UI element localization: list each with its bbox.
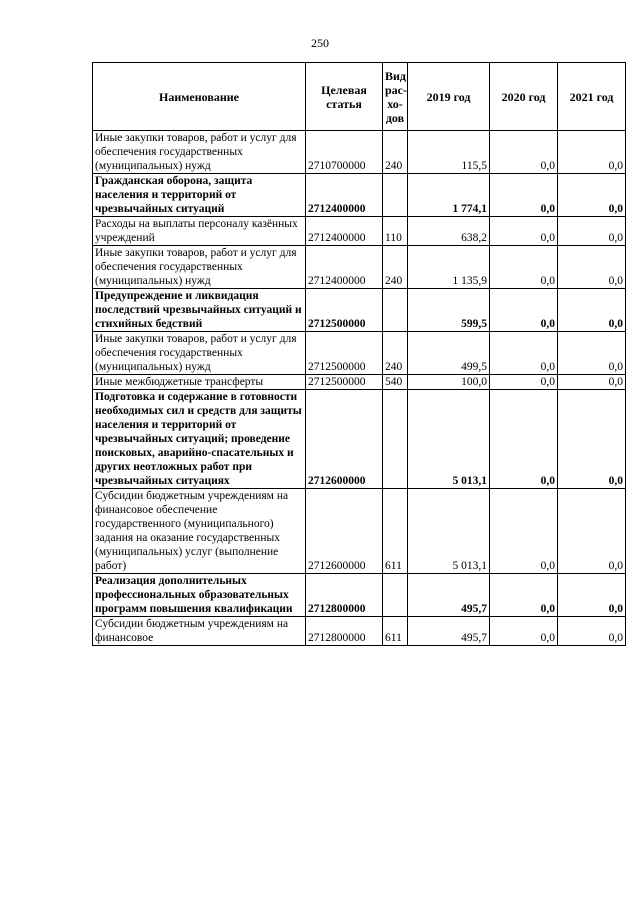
header-2021: 2021 год bbox=[558, 63, 626, 131]
row-value-2021: 0,0 bbox=[558, 574, 626, 617]
row-expense-kind: 240 bbox=[383, 332, 408, 375]
row-value-2020: 0,0 bbox=[490, 131, 558, 174]
row-value-2021: 0,0 bbox=[558, 174, 626, 217]
row-name: Субсидии бюджетным учреждениям на финансовое обеспечение государственного (муниципального) задания на оказание государственных (муниципальных) услуг (выполнение работ) bbox=[93, 489, 306, 574]
budget-table bbox=[92, 62, 626, 646]
row-name: Предупреждение и ликвидация последствий чрезвычайных ситуаций и стихийных бедствий bbox=[93, 289, 306, 332]
row-value-2021: 0,0 bbox=[558, 375, 626, 390]
header-target: Целевая статья bbox=[306, 63, 383, 131]
row-target-code: 2712400000 bbox=[306, 246, 383, 289]
row-value-2020: 0,0 bbox=[490, 332, 558, 375]
row-value-2020: 0,0 bbox=[490, 217, 558, 246]
header-kind: Вид рас-хо-дов bbox=[383, 63, 408, 131]
row-expense-kind: 540 bbox=[383, 375, 408, 390]
table-row bbox=[93, 174, 626, 217]
row-name: Гражданская оборона, защита населения и территорий от чрезвычайных ситуаций bbox=[93, 174, 306, 217]
row-name: Расходы на выплаты персоналу казённых учреждений bbox=[93, 217, 306, 246]
row-value-2020: 0,0 bbox=[490, 617, 558, 646]
row-target-code: 2712400000 bbox=[306, 217, 383, 246]
row-name: Иные межбюджетные трансферты bbox=[93, 375, 306, 390]
row-expense-kind bbox=[383, 289, 408, 332]
row-target-code: 2712500000 bbox=[306, 289, 383, 332]
header-name: Наименование bbox=[93, 63, 306, 131]
row-value-2020: 0,0 bbox=[490, 375, 558, 390]
page-number: 250 bbox=[311, 36, 329, 50]
row-name: Иные закупки товаров, работ и услуг для обеспечения государственных (муниципальных) нужд bbox=[93, 131, 306, 174]
table-row bbox=[93, 375, 626, 390]
row-target-code: 2712800000 bbox=[306, 574, 383, 617]
row-name: Реализация дополнительных профессиональных образовательных программ повышения квалификации bbox=[93, 574, 306, 617]
header-2020: 2020 год bbox=[490, 63, 558, 131]
row-value-2021: 0,0 bbox=[558, 131, 626, 174]
row-value-2021: 0,0 bbox=[558, 617, 626, 646]
row-target-code: 2712800000 bbox=[306, 617, 383, 646]
row-value-2019: 599,5 bbox=[408, 289, 490, 332]
table-row bbox=[93, 217, 626, 246]
row-value-2021: 0,0 bbox=[558, 289, 626, 332]
row-value-2020: 0,0 bbox=[490, 390, 558, 489]
table-row bbox=[93, 131, 626, 174]
row-target-code: 2710700000 bbox=[306, 131, 383, 174]
row-target-code: 2712400000 bbox=[306, 174, 383, 217]
table-row bbox=[93, 617, 626, 646]
row-expense-kind: 110 bbox=[383, 217, 408, 246]
row-value-2020: 0,0 bbox=[490, 174, 558, 217]
row-name: Иные закупки товаров, работ и услуг для обеспечения государственных (муниципальных) нужд bbox=[93, 246, 306, 289]
row-value-2021: 0,0 bbox=[558, 217, 626, 246]
table-row bbox=[93, 574, 626, 617]
row-value-2019: 1 774,1 bbox=[408, 174, 490, 217]
row-value-2019: 1 135,9 bbox=[408, 246, 490, 289]
row-expense-kind bbox=[383, 574, 408, 617]
table-row bbox=[93, 390, 626, 489]
row-expense-kind: 240 bbox=[383, 131, 408, 174]
row-expense-kind bbox=[383, 390, 408, 489]
row-target-code: 2712600000 bbox=[306, 489, 383, 574]
row-value-2019: 495,7 bbox=[408, 574, 490, 617]
row-value-2019: 5 013,1 bbox=[408, 390, 490, 489]
row-expense-kind: 240 bbox=[383, 246, 408, 289]
row-value-2021: 0,0 bbox=[558, 332, 626, 375]
row-value-2020: 0,0 bbox=[490, 289, 558, 332]
row-expense-kind bbox=[383, 174, 408, 217]
table-row bbox=[93, 289, 626, 332]
row-target-code: 2712500000 bbox=[306, 332, 383, 375]
row-value-2021: 0,0 bbox=[558, 390, 626, 489]
table-row bbox=[93, 246, 626, 289]
row-target-code: 2712600000 bbox=[306, 390, 383, 489]
row-target-code: 2712500000 bbox=[306, 375, 383, 390]
row-expense-kind: 611 bbox=[383, 489, 408, 574]
row-value-2019: 495,7 bbox=[408, 617, 490, 646]
row-value-2019: 115,5 bbox=[408, 131, 490, 174]
table-header-row bbox=[93, 63, 626, 131]
row-value-2019: 5 013,1 bbox=[408, 489, 490, 574]
table-row bbox=[93, 489, 626, 574]
row-value-2020: 0,0 bbox=[490, 574, 558, 617]
row-value-2019: 100,0 bbox=[408, 375, 490, 390]
row-value-2019: 638,2 bbox=[408, 217, 490, 246]
row-name: Субсидии бюджетным учреждениям на финансовое bbox=[93, 617, 306, 646]
table-row bbox=[93, 332, 626, 375]
row-value-2020: 0,0 bbox=[490, 246, 558, 289]
row-name: Иные закупки товаров, работ и услуг для обеспечения государственных (муниципальных) нужд bbox=[93, 332, 306, 375]
header-2019: 2019 год bbox=[408, 63, 490, 131]
row-value-2021: 0,0 bbox=[558, 246, 626, 289]
row-name: Подготовка и содержание в готовности необходимых сил и средств для защиты населения и территорий от чрезвычайных ситуаций; проведение поисковых, аварийно-спасательных и других неотложных работ при чрезвычайных ситуациях bbox=[93, 390, 306, 489]
row-value-2021: 0,0 bbox=[558, 489, 626, 574]
row-value-2019: 499,5 bbox=[408, 332, 490, 375]
row-value-2020: 0,0 bbox=[490, 489, 558, 574]
row-expense-kind: 611 bbox=[383, 617, 408, 646]
